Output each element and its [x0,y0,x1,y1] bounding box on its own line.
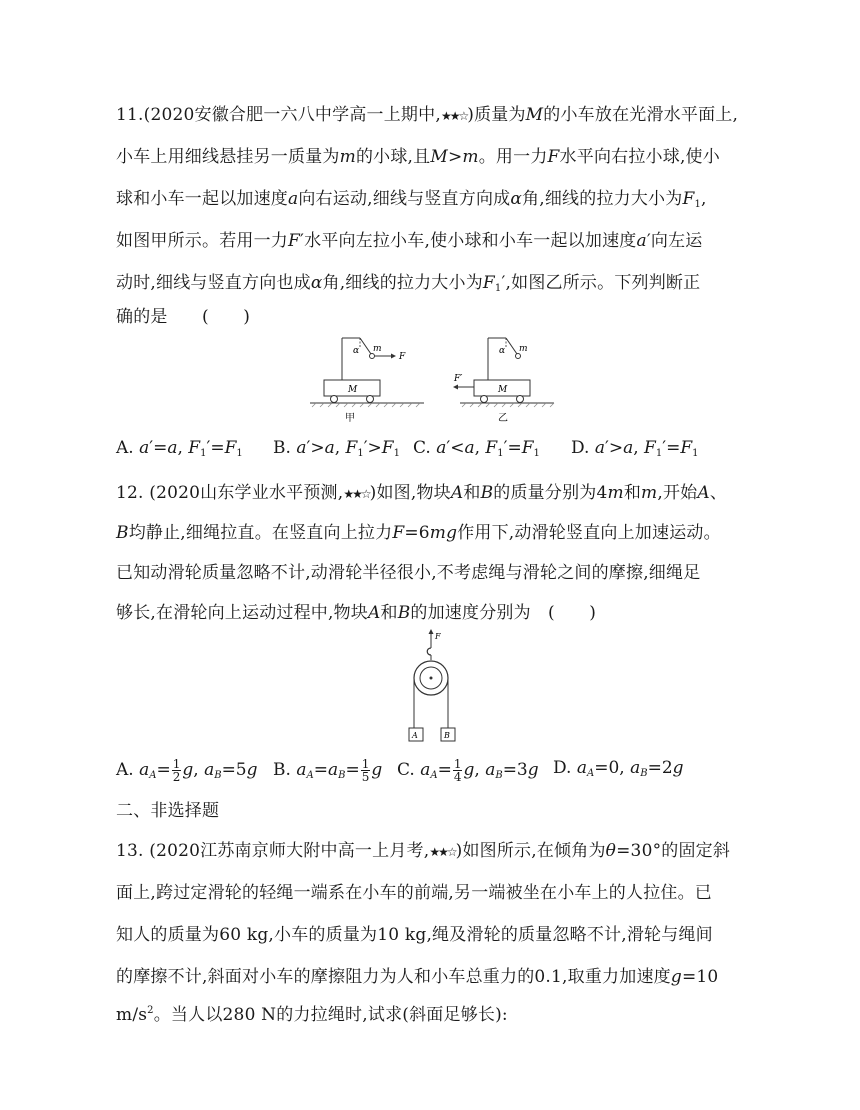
svg-text:α: α [499,346,506,356]
q12-option-b: B. $a_A=a_B=$ $\frac{1}{5}$ g [273,757,383,784]
difficulty-stars-icon: ★★☆ [343,487,370,501]
svg-text:M: M [498,385,508,395]
q11-option-c: C. a′<a, $F_1'=F_1$ [413,438,540,459]
q13-line-2: 面上,跨过定滑轮的轻绳一端系在小车的前端,另一端被坐在小车上的人拉住。已 [116,883,713,903]
q11-line-6: 确的是 ( ) [116,307,251,327]
svg-text:F: F [435,632,441,641]
q12-line-2: B均静止,细绳拉直。在竖直向上拉力F=6mg作用下,动滑轮竖直向上加速运动。 [116,523,721,543]
svg-text:m: m [373,344,382,354]
q11-option-d: D. a′>a, $F_1'=F_1$ [571,438,699,459]
q13-line-5: $m/s^2$。当人以280 N的力拉绳时,试求(斜面足够长): [116,1005,508,1025]
difficulty-stars-icon: ★★☆ [440,109,468,123]
q11-option-b: B. a′>a, $F_1'>F_1$ [273,438,400,459]
difficulty-stars-icon: ★★☆ [429,845,456,859]
q11-line-3: 球和小车一起以加速度a向右运动,细线与竖直方向成α角,细线的拉力大小为$F_1$, [116,189,707,210]
q11-figure-yi [446,335,556,423]
q13-line-1: 13. (2020江苏南京师大附中高一上月考,★★☆)如图所示,在倾角为θ=30°的固定斜 [116,841,731,861]
svg-text:M: M [348,385,358,395]
q11-option-a: A. a′=a, $F_1'=F_1$ [116,438,243,459]
q11-line-4: 如图甲所示。若用一力F′水平向左拉小车,使小球和小车一起以加速度a′向左运 [116,231,703,251]
q13-line-3: 知人的质量为60 kg,小车的质量为10 kg,绳及滑轮的质量忽略不计,滑轮与绳间 [116,925,713,945]
q11-line-1: 11.(2020安徽合肥一六八中学高一上期中,★★☆)质量为M的小车放在光滑水平面上, [116,105,739,125]
svg-text:m: m [519,344,528,354]
figure-label-yi: 乙 [498,413,508,423]
svg-text:A: A [412,731,418,740]
q12-line-1: 12. (2020山东学业水平预测,★★☆)如图,物块A和B的质量分别为4m和m,开始A、 [116,483,728,503]
q12-option-a: A. $a_A=$ $\frac{1}{2}$ g, $a_B=5g$ [116,757,258,784]
svg-text:B: B [444,731,450,740]
q11-line-2: 小车上用细线悬挂另一质量为m的小球,且M>m。用一力F水平向右拉小球,使小 [116,147,720,167]
q11-figure-jia [308,335,428,423]
q12-option-c: C. $a_A=$ $\frac{1}{4}$ g, $a_B=3g$ [397,757,539,784]
svg-text:F′: F′ [454,374,463,384]
q12-line-4: 够长,在滑轮向上运动过程中,物块A和B的加速度分别为 ( ) [116,603,597,623]
q13-line-4: 的摩擦不计,斜面对小车的摩擦阻力为人和小车总重力的0.1,取重力加速度g=10 [116,967,719,987]
q11-line-5: 动时,细线与竖直方向也成α角,细线的拉力大小为$F_1'$,如图乙所示。下列判断正 [116,273,701,294]
q12-line-3: 已知动滑轮质量忽略不计,动滑轮半径很小,不考虑绳与滑轮之间的摩擦,细绳足 [116,563,701,583]
svg-text:α: α [353,346,360,356]
section-heading: 二、非选择题 [116,801,220,821]
q12-option-d: D. $a_A=0$, $a_B=2g$ [553,758,684,779]
svg-text:F: F [399,352,406,362]
q12-pulley-figure [400,628,464,746]
figure-label-jia: 甲 [345,413,355,423]
